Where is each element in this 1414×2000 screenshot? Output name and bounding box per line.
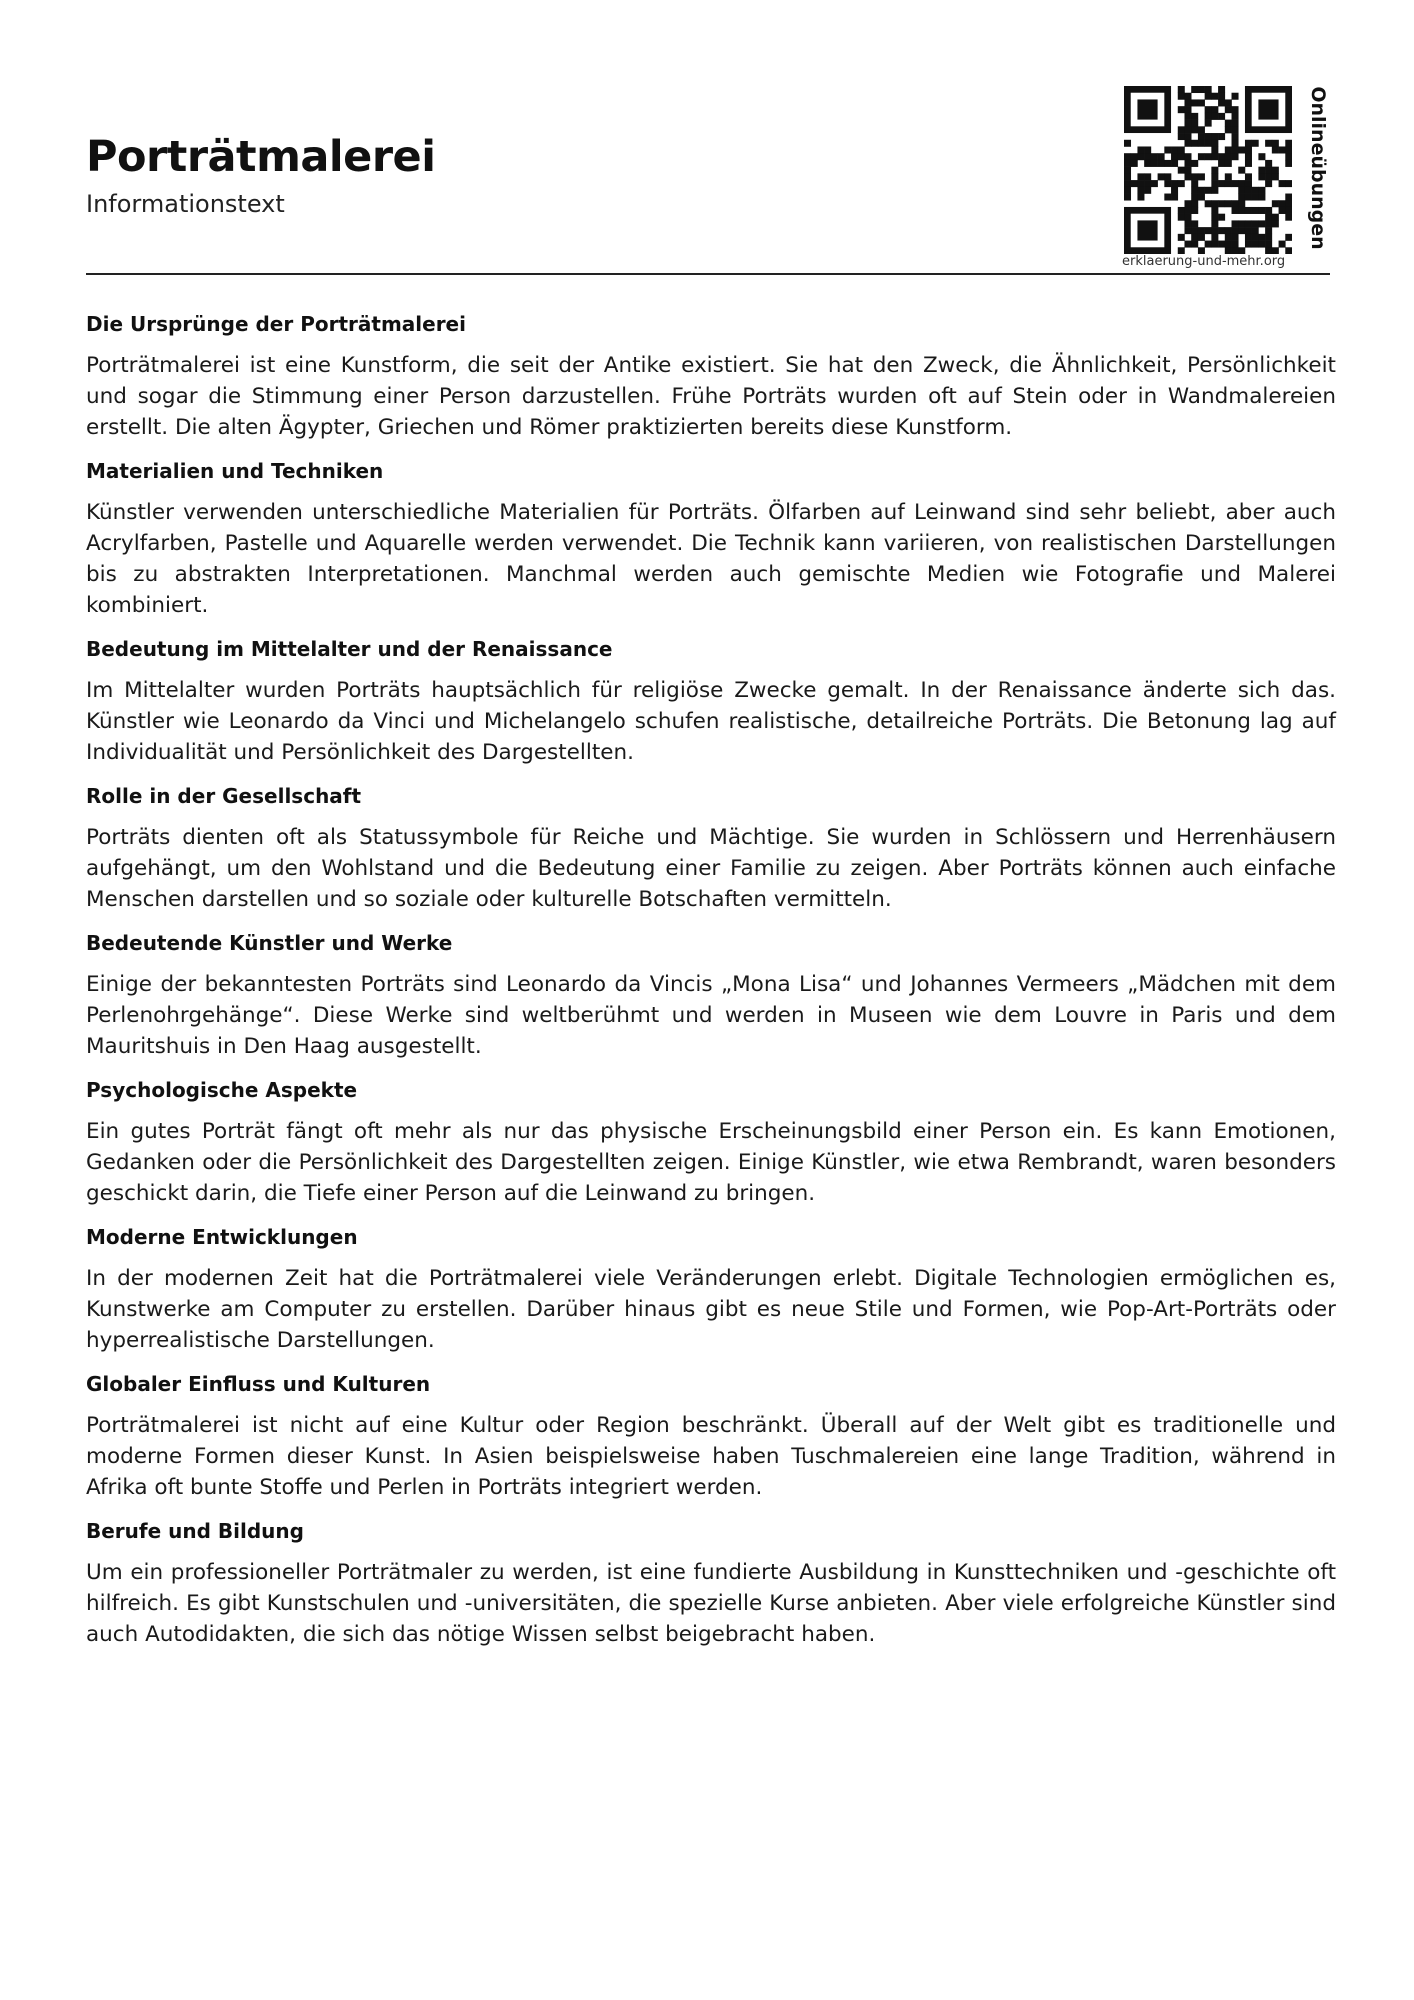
section-paragraph: Porträts dienten oft als Statussymbole für Reiche und Mächtige. Sie wurden in Schlössern und Herrenhäusern aufgehängt, um den Wohlstand und die Bedeutung einer Familie zu zeigen. Aber Porträts können auch einfache Menschen darstellen und so soziale oder kulturelle Botschaften vermitteln. [86,825,1336,912]
section-heading: Bedeutende Künstler und Werke [86,931,453,955]
section-global [86,1372,1336,1503]
header-divider [86,273,1330,275]
section-heading: Globaler Einfluss und Kulturen [86,1372,431,1396]
section-heading: Materialien und Techniken [86,459,384,483]
section-heading: Moderne Entwicklungen [86,1225,358,1249]
section-paragraph: Porträtmalerei ist nicht auf eine Kultur oder Region beschränkt. Überall auf der Welt gibt es traditionelle und moderne Formen dieser Kunst. In Asien beispielsweise haben Tuschmalereien eine lange Tradition, während in Afrika oft bunte Stoffe und Perlen in Porträts integriert werden. [86,1413,1336,1500]
qr-code-icon[interactable] [1124,86,1304,266]
section-origins [86,312,1336,443]
section-heading: Rolle in der Gesellschaft [86,784,362,808]
page-subtitle: Informationstext [86,190,285,218]
section-modern [86,1225,1336,1356]
section-paragraph: In der modernen Zeit hat die Porträtmalerei viele Veränderungen erlebt. Digitale Technologien ermöglichen es, Kunstwerke am Computer zu erstellen. Darüber hinaus gibt es neue Stile und Formen, wie Pop-Art-Porträts oder hyperrealistische Darstellungen. [86,1266,1336,1353]
section-materials [86,459,1336,621]
section-middle-ages [86,637,1336,768]
section-paragraph: Ein gutes Porträt fängt oft mehr als nur das physische Erscheinungsbild einer Person ein. Es kann Emotionen, Gedanken oder die Persönlichkeit des Dargestellten zeigen. Einige Künstler, wie etwa Rembrandt, waren besonders geschickt darin, die Tiefe einer Person auf die Leinwand zu bringen. [86,1119,1336,1206]
section-heading: Psychologische Aspekte [86,1078,358,1102]
section-heading: Die Ursprünge der Porträtmalerei [86,312,466,336]
section-society [86,784,1336,915]
page-header [86,86,1330,274]
section-education [86,1519,1336,1650]
section-artists [86,931,1336,1062]
section-psychology [86,1078,1336,1209]
text-body [86,312,1336,1666]
section-paragraph: Um ein professioneller Porträtmaler zu werden, ist eine fundierte Ausbildung in Kunsttechniken und -geschichte oft hilfreich. Es gibt Kunstschulen und -universitäten, die spezielle Kurse anbieten. Aber viele erfolgreiche Künstler sind auch Autodidakten, die sich das nötige Wissen selbst beigebracht haben. [86,1560,1336,1647]
online-exercises-label: Onlineübungen [1307,86,1329,250]
section-heading: Berufe und Bildung [86,1519,304,1543]
website-url[interactable]: erklaerung-und-mehr.org [1122,254,1286,269]
section-paragraph: Künstler verwenden unterschiedliche Materialien für Porträts. Ölfarben auf Leinwand sind sehr beliebt, aber auch Acrylfarben, Pastelle und Aquarelle werden verwendet. Die Technik kann variieren, von realistischen Darstellungen bis zu abstrakten Interpretationen. Manchmal werden auch gemischte Medien wie Fotografie und Malerei kombiniert. [86,500,1336,618]
section-paragraph: Porträtmalerei ist eine Kunstform, die seit der Antike existiert. Sie hat den Zweck, die Ähnlichkeit, Persönlichkeit und sogar die Stimmung einer Person darzustellen. Frühe Porträts wurden oft auf Stein oder in Wandmalereien erstellt. Die alten Ägypter, Griechen und Römer praktizierten bereits diese Kunstform. [86,353,1336,440]
section-paragraph: Einige der bekanntesten Porträts sind Leonardo da Vincis „Mona Lisa“ und Johannes Vermeers „Mädchen mit dem Perlenohrgehänge“. Diese Werke sind weltberühmt und werden in Museen wie dem Louvre in Paris und dem Mauritshuis in Den Haag ausgestellt. [86,972,1336,1059]
section-heading: Bedeutung im Mittelalter und der Renaissance [86,637,613,661]
page-title: Porträtmalerei [86,132,436,182]
section-paragraph: Im Mittelalter wurden Porträts hauptsächlich für religiöse Zwecke gemalt. In der Renaissance änderte sich das. Künstler wie Leonardo da Vinci und Michelangelo schufen realistische, detailreiche Porträts. Die Betonung lag auf Individualität und Persönlichkeit des Dargestellten. [86,678,1336,765]
